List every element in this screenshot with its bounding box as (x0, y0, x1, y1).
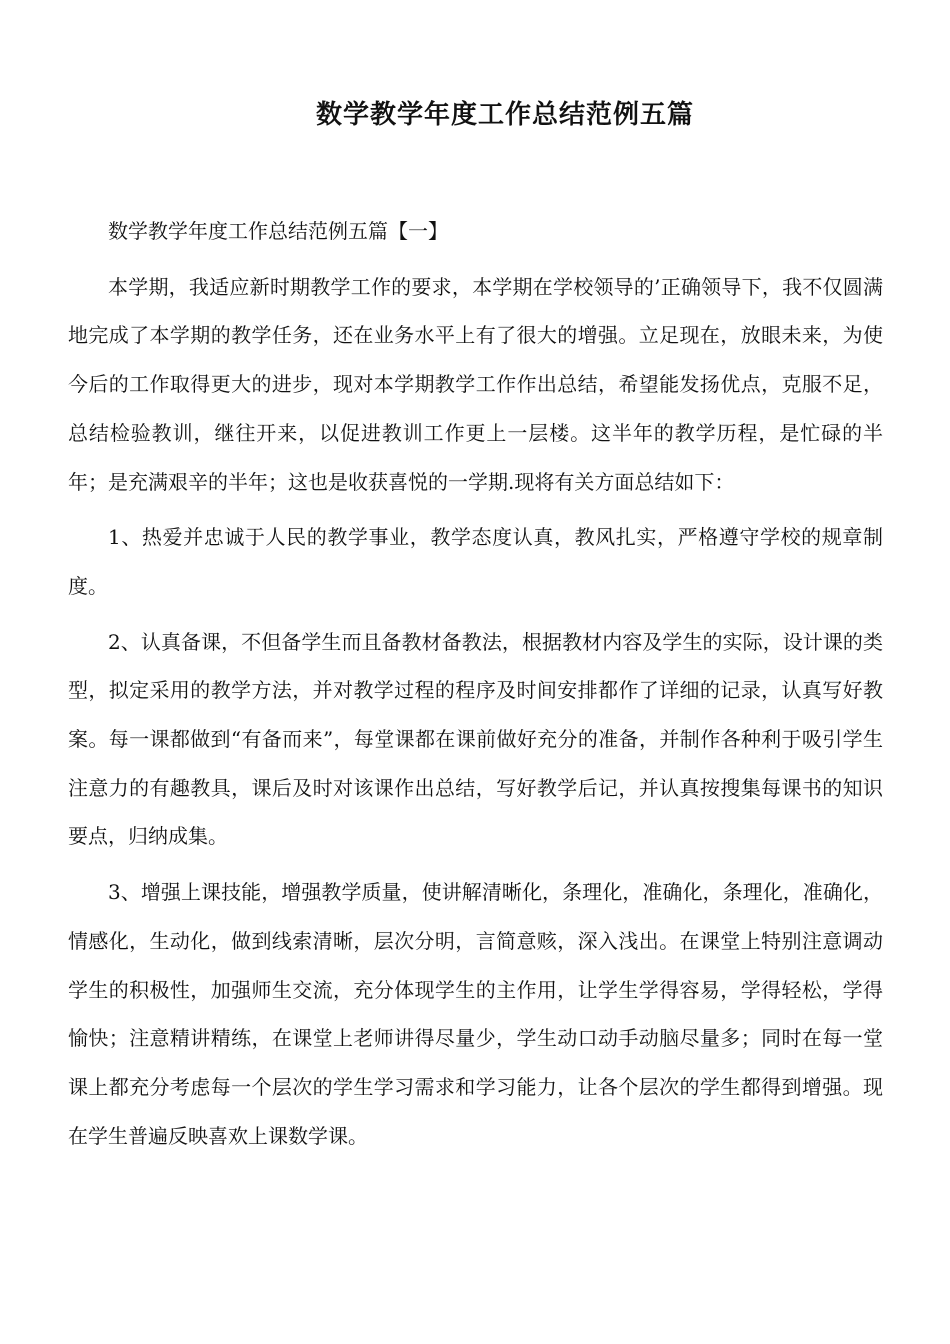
paragraph-intro: 本学期，我适应新时期教学工作的要求，本学期在学校领导的’正确领导下，我不仅圆满地完成了本学期的教学任务，还在业务水平上有了很大的增强。立足现在，放眼未来，为使今后的工作取得更大的进步，现对本学期教学工作作出总结，希望能发扬优点，克服不足，总结检验教训，继往开来，以促进教训工作更上一层楼。这半年的教学历程，是忙碌的半年；是充满艰辛的半年；这也是收获喜悦的一学期.现将有关方面总结如下： (68, 274, 883, 494)
document-body (68, 207, 883, 1160)
paragraph-item-3: 3、增强上课技能，增强教学质量，使讲解清晰化，条理化，准确化，条理化，准确化，情感化，生动化，做到线索清晰，层次分明，言简意赅，深入浅出。在课堂上特别注意调动学生的积极性，加强师生交流，充分体现学生的主作用，让学生学得容易，学得轻松，学得愉快；注意精讲精练，在课堂上老师讲得尽量少，学生动口动手动脑尽量多；同时在每一堂课上都充分考虑每一个层次的学生学习需求和学习能力，让各个层次的学生都得到增强。现在学生普遍反映喜欢上课数学课。 (68, 880, 883, 1148)
paragraph-item-1: 1、热爱并忠诚于人民的教学事业，教学态度认真，教风扎实，严格遵守学校的规章制度。 (68, 525, 883, 598)
section-heading: 数学教学年度工作总结范例五篇【一】 (108, 219, 448, 243)
document-title: 数学教学年度工作总结范例五篇 (315, 100, 694, 130)
paragraph-item-2: 2、认真备课，不但备学生而且备教材备教法，根据教材内容及学生的实际，设计课的类型，拟定采用的教学方法，并对教学过程的程序及时间安排都作了详细的记录，认真写好教案。每一课都做到“有备而来”，每堂课都在课前做好充分的准备，并制作各种利于吸引学生注意力的有趣教具，课后及时对该课作出总结，写好教学后记，并认真按搜集每课书的知识要点，归纳成集。 (68, 629, 883, 849)
